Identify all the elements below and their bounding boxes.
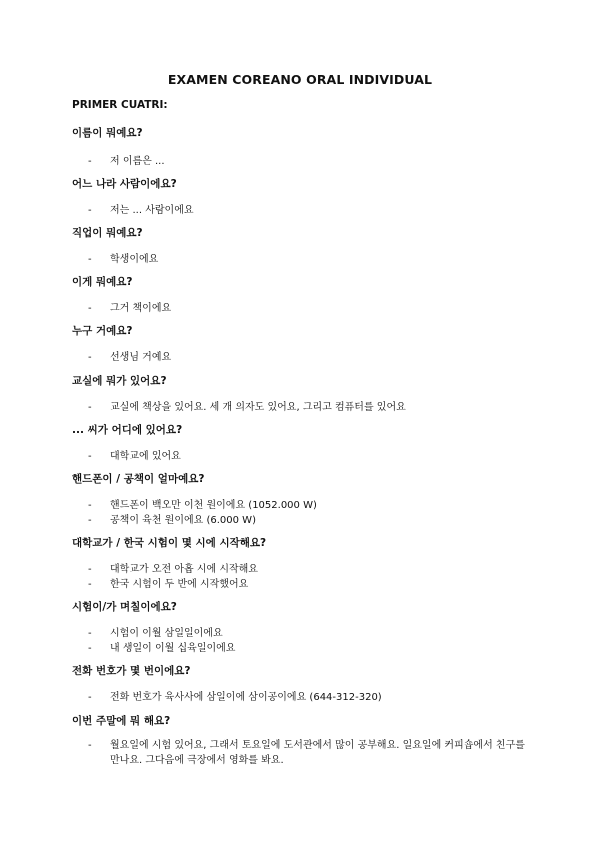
answer-9b — [88, 575, 248, 590]
bullet-dash: - — [88, 740, 92, 751]
bullet-dash: - — [88, 451, 92, 462]
question-5: 누구 거예요? — [72, 325, 133, 337]
answer-1 — [88, 152, 165, 167]
answer-text: 전화 번호가 육사사에 삼일이에 삼이공이에요 (644-312-320) — [110, 692, 382, 703]
bullet-dash: - — [88, 352, 92, 363]
section-heading: PRIMER CUATRI: — [72, 99, 168, 111]
answer-2 — [88, 201, 194, 216]
bullet-dash: - — [88, 643, 92, 654]
question-2: 어느 나라 사람이에요? — [72, 178, 177, 190]
answer-11 — [88, 688, 382, 703]
answer-text: 한국 시험이 두 반에 시작했어요 — [110, 579, 249, 590]
answer-text: 그거 책이에요 — [110, 303, 172, 314]
answer-text: 선생님 거예요 — [110, 352, 172, 363]
question-9: 대학교가 / 한국 시험이 몇 시에 시작해요? — [72, 537, 267, 549]
bullet-dash: - — [88, 303, 92, 314]
answer-8b — [88, 511, 256, 526]
bullet-dash: - — [88, 156, 92, 167]
answer-text: 내 생일이 이월 십육일이에요 — [110, 643, 236, 654]
answer-text: 대학교가 오전 아홉 시에 시작해요 — [110, 564, 258, 575]
answer-text: 교실에 책상을 있어요. 세 개 의자도 있어요, 그리고 컴퓨터를 있어요 — [110, 402, 406, 413]
question-12: 이번 주말에 뭐 해요? — [72, 715, 171, 727]
answer-7 — [88, 447, 181, 462]
answer-text: 공책이 육천 원이에요 (6.000 W) — [110, 515, 256, 526]
bullet-dash: - — [88, 402, 92, 413]
answer-text: 학생이에요 — [110, 254, 159, 265]
answer-9a — [88, 560, 258, 575]
answer-text: 저는 ... 사람이에요 — [110, 205, 194, 216]
answer-text: 월요일에 시험 있어요, 그래서 토요일에 도서관에서 많이 공부해요. 일요일에 커피숍에서 친구를 만나요. 그다음에 극장에서 영화를 봐요. — [110, 740, 525, 766]
answer-5 — [88, 348, 171, 363]
question-3: 직업이 뭐예요? — [72, 227, 143, 239]
bullet-dash: - — [88, 254, 92, 265]
bullet-dash: - — [88, 692, 92, 703]
answer-text: 시험이 이월 삼일일이에요 — [110, 628, 223, 639]
bullet-dash: - — [88, 579, 92, 590]
answer-10a — [88, 624, 223, 639]
document-title: EXAMEN COREANO ORAL INDIVIDUAL — [167, 72, 433, 87]
answer-text: 저 이름은 ... — [110, 156, 165, 167]
answer-text: 대학교에 있어요 — [110, 451, 181, 462]
answer-8a — [88, 496, 317, 511]
bullet-dash: - — [88, 205, 92, 216]
question-10: 시험이/가 며칠이에요? — [72, 601, 177, 613]
question-7: ... 씨가 어디에 있어요? — [72, 424, 183, 436]
answer-4 — [88, 299, 171, 314]
bullet-dash: - — [88, 628, 92, 639]
bullet-dash: - — [88, 564, 92, 575]
question-8: 핸드폰이 / 공책이 얼마예요? — [72, 473, 205, 485]
answer-3 — [88, 250, 158, 265]
question-6: 교실에 뭐가 있어요? — [72, 375, 167, 387]
answer-10b — [88, 639, 235, 654]
answer-12 — [88, 738, 533, 768]
question-11: 전화 번호가 몇 번이에요? — [72, 665, 191, 677]
bullet-dash: - — [88, 500, 92, 511]
question-1: 이름이 뭐예요? — [72, 127, 143, 139]
question-4: 이게 뭐예요? — [72, 276, 133, 288]
answer-6 — [88, 398, 406, 413]
bullet-dash: - — [88, 515, 92, 526]
answer-text: 핸드폰이 백오만 이천 원이에요 (1052.000 W) — [110, 500, 317, 511]
